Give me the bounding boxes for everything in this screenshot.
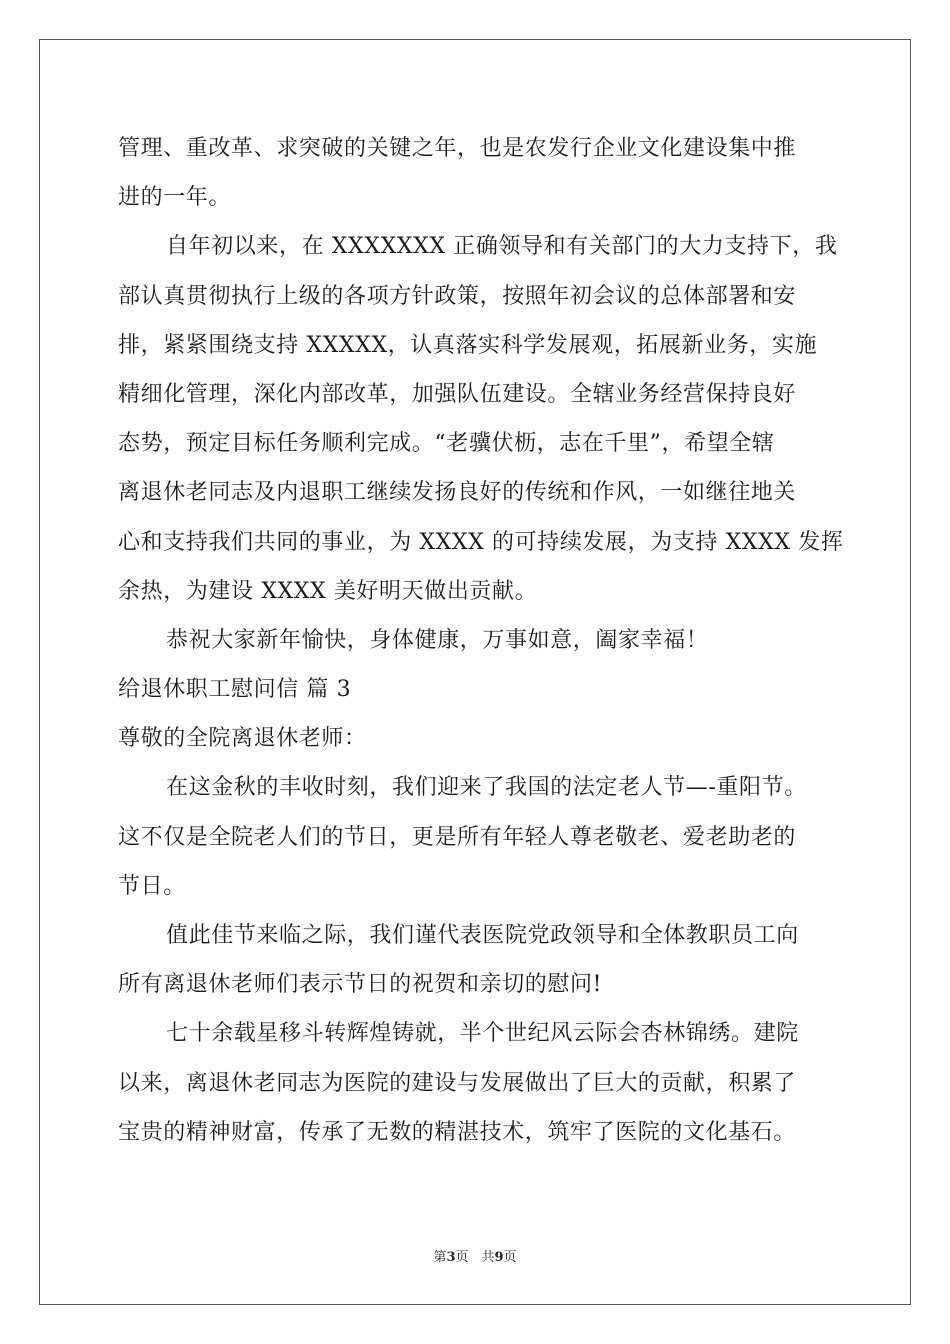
page-current: 3 xyxy=(446,1250,456,1265)
page-total: 9 xyxy=(494,1250,504,1265)
text-line: 所有离退休老师们表示节日的祝贺和亲切的慰问! xyxy=(118,972,603,998)
text-line: 值此佳节来临之际，我们谨代表医院党政领导和全体教职员工向 xyxy=(166,923,799,948)
document-body xyxy=(118,124,844,1157)
text-line: 宝贵的精神财富，传承了无数的精湛技术，筑牢了医院的文化基石。 xyxy=(118,1119,797,1145)
text-line: 排，紧紧围绕支持 XXXXX，认真落实科学发展观，拓展新业务，实施 xyxy=(118,332,818,358)
text-line: 心和支持我们共同的事业，为 XXXX 的可持续发展，为支持 XXXX 发挥 xyxy=(118,529,844,555)
section-heading: 给退休职工慰问信 篇 3 xyxy=(118,677,352,703)
text-line: 进的一年。 xyxy=(118,185,232,211)
text-line: 以来，离退休老同志为医院的建设与发展做出了巨大的贡献，积累了 xyxy=(118,1070,797,1096)
text-line: 余热，为建设 XXXX 美好明天做出贡献。 xyxy=(118,578,538,604)
text-line: 精细化管理，深化内部改革，加强队伍建设。全辖业务经营保持良好 xyxy=(118,381,797,407)
page-mid: 页 共 xyxy=(455,1250,495,1265)
page-prefix: 第 xyxy=(433,1250,447,1265)
page-number-footer xyxy=(0,1246,950,1265)
text-line: 节日。 xyxy=(118,873,186,899)
text-line: 恭祝大家新年愉快，身体健康，万事如意，阖家幸福！ xyxy=(166,627,709,653)
text-line: 自年初以来，在 XXXXXXX 正确领导和有关部门的大力支持下，我 xyxy=(166,234,838,260)
text-line: 在这金秋的丰收时刻，我们迎来了我国的法定老人节—-重阳节。 xyxy=(166,775,807,801)
text-line: 这不仅是全院老人们的节日，更是所有年轻人尊老敬老、爱老助老的 xyxy=(118,824,797,850)
salutation: 尊敬的全院离退休老师： xyxy=(118,726,367,752)
text-line: 部认真贯彻执行上级的各项方针政策，按照年初会议的总体部署和安 xyxy=(118,283,797,309)
page-suffix: 页 xyxy=(503,1250,517,1265)
text-line: 离退休老同志及内退职工继续发扬良好的传统和作风，一如继往地关 xyxy=(118,480,797,506)
text-line: 管理、重改革、求突破的关键之年，也是农发行企业文化建设集中推 xyxy=(118,136,797,161)
text-line: 态势，预定目标任务顺利完成。“老骥伏枥，志在千里”，希望全辖 xyxy=(118,431,775,457)
text-line: 七十余载星移斗转辉煌铸就，半个世纪风云际会杏林锦绣。建院 xyxy=(166,1021,799,1047)
